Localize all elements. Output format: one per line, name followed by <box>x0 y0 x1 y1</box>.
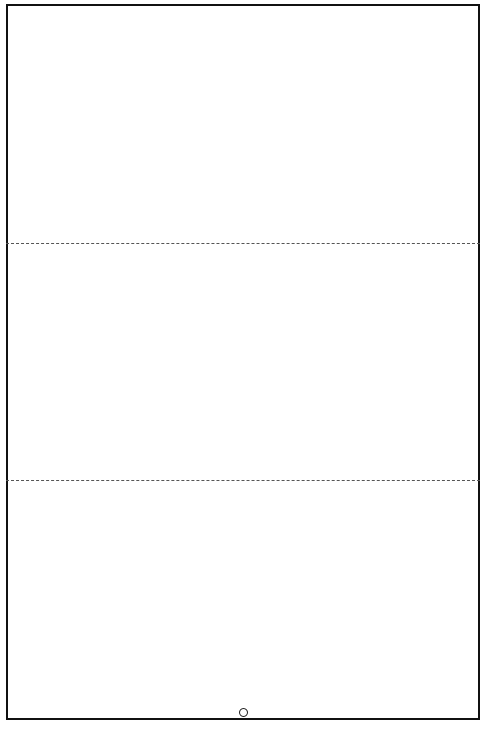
center-circle-mark <box>239 708 248 717</box>
page-border <box>6 4 480 720</box>
section-divider-bottom <box>6 480 480 481</box>
section-divider-top <box>6 243 480 244</box>
